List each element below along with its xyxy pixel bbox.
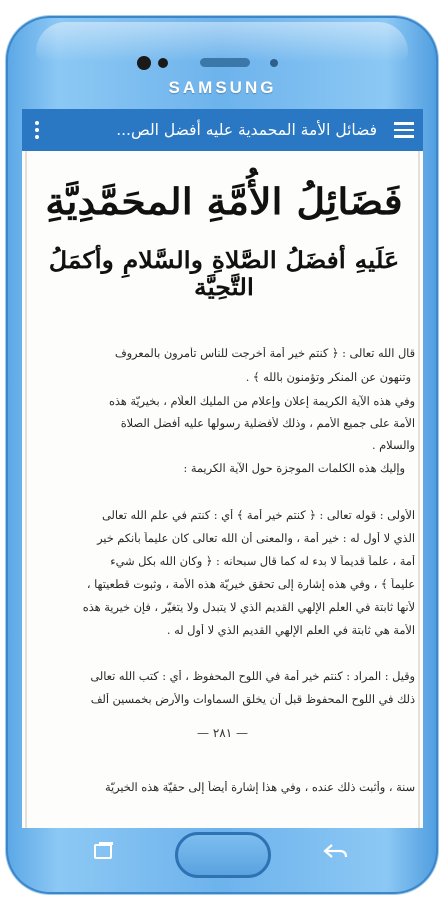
text-line: ذلك في اللوح المحفوظ قبل أن يخلق السماوات والأرض بخمسين ألف <box>90 693 415 706</box>
app-bar <box>22 109 423 151</box>
text-line: وقيل : المراد : كنتم خير أمة في اللوح المحفوظ ، أي : كتب الله تعالى <box>90 670 415 683</box>
text-line: قال الله تعالى : ﴿ كنتم خير أمة أخرجت للناس تأمرون بالمعروف <box>114 347 415 360</box>
text-line: والسلام . <box>371 439 415 452</box>
app-screen <box>22 109 423 828</box>
home-button[interactable] <box>175 832 271 878</box>
app-bar-title: فضائل الأمة المحمدية عليه أفضل الص... <box>116 121 377 139</box>
text-line: لأنها ثابتة في العلم الإلهي القديم الذي لا يتبدل ولا يتغيّر ، فإن خيرية هذه <box>82 601 415 614</box>
proximity-sensor-icon <box>270 59 278 67</box>
text-line: وتنهون عن المنكر وتؤمنون بالله ﴾ . <box>245 371 411 384</box>
front-camera-icon <box>137 56 151 70</box>
text-line: عليماً ﴾ ، وفي هذه إشارة إلى تحقق خيريّة هذه الأمة ، وثبوت قطعيتها ، <box>86 578 415 591</box>
device-brand-logo: SAMSUNG <box>168 78 277 97</box>
recent-apps-icon[interactable] <box>92 842 116 862</box>
kebab-menu-icon[interactable] <box>30 119 44 141</box>
text-line: الأمة هي ثابتة في العلم الإلهي القديم الذي لا أول له . <box>166 624 415 637</box>
book-title-line-1: فَضَائِلُ الأُمَّةِ المحَمَّدِيَّةِ <box>45 181 403 223</box>
text-line: وفي هذه الآية الكريمة إعلان وإعلام من المليك العلّام ، بخيريّة هذه <box>108 395 415 408</box>
text-line: وإليك هذه الكلمات الموجزة حول الآية الكريمة : <box>183 462 405 475</box>
text-line: سنة ، وأثبت ذلك عنده ، وفي هذا إشارة أيضاً إلى حقيّة هذه الخيريّة <box>104 781 415 794</box>
text-line: أمة ، علماً قديماً لا بدء له كما قال سبحانه : ﴿ وكان الله بكل شيء <box>110 555 415 568</box>
text-line: الأولى : قوله تعالى : ﴿ كنتم خير أمة ﴾ أي : كنتم في علم الله تعالى <box>101 509 415 522</box>
page-number: — ٢٨١ — <box>197 726 248 740</box>
back-arrow-icon[interactable] <box>322 842 350 862</box>
phone-glare <box>36 22 408 62</box>
speaker-grille-icon <box>200 58 250 67</box>
text-line: الأمة على جميع الأمم ، وذلك لأفضلية رسولها عليه أفضل الصلاة <box>120 417 415 430</box>
sensor-icon <box>158 58 168 68</box>
hamburger-menu-icon[interactable] <box>394 121 414 139</box>
book-page[interactable] <box>22 151 423 828</box>
book-title-line-2: عَلَيهِ أفضَلُ الصَّلاةِ والسَّلامِ وأكمَلُ التَّحِيَّة <box>48 247 400 301</box>
text-line: الذي لا أول له : خير أمة ، والمعنى أن الله تعالى كان عليماً بأنكم خير <box>97 532 415 545</box>
